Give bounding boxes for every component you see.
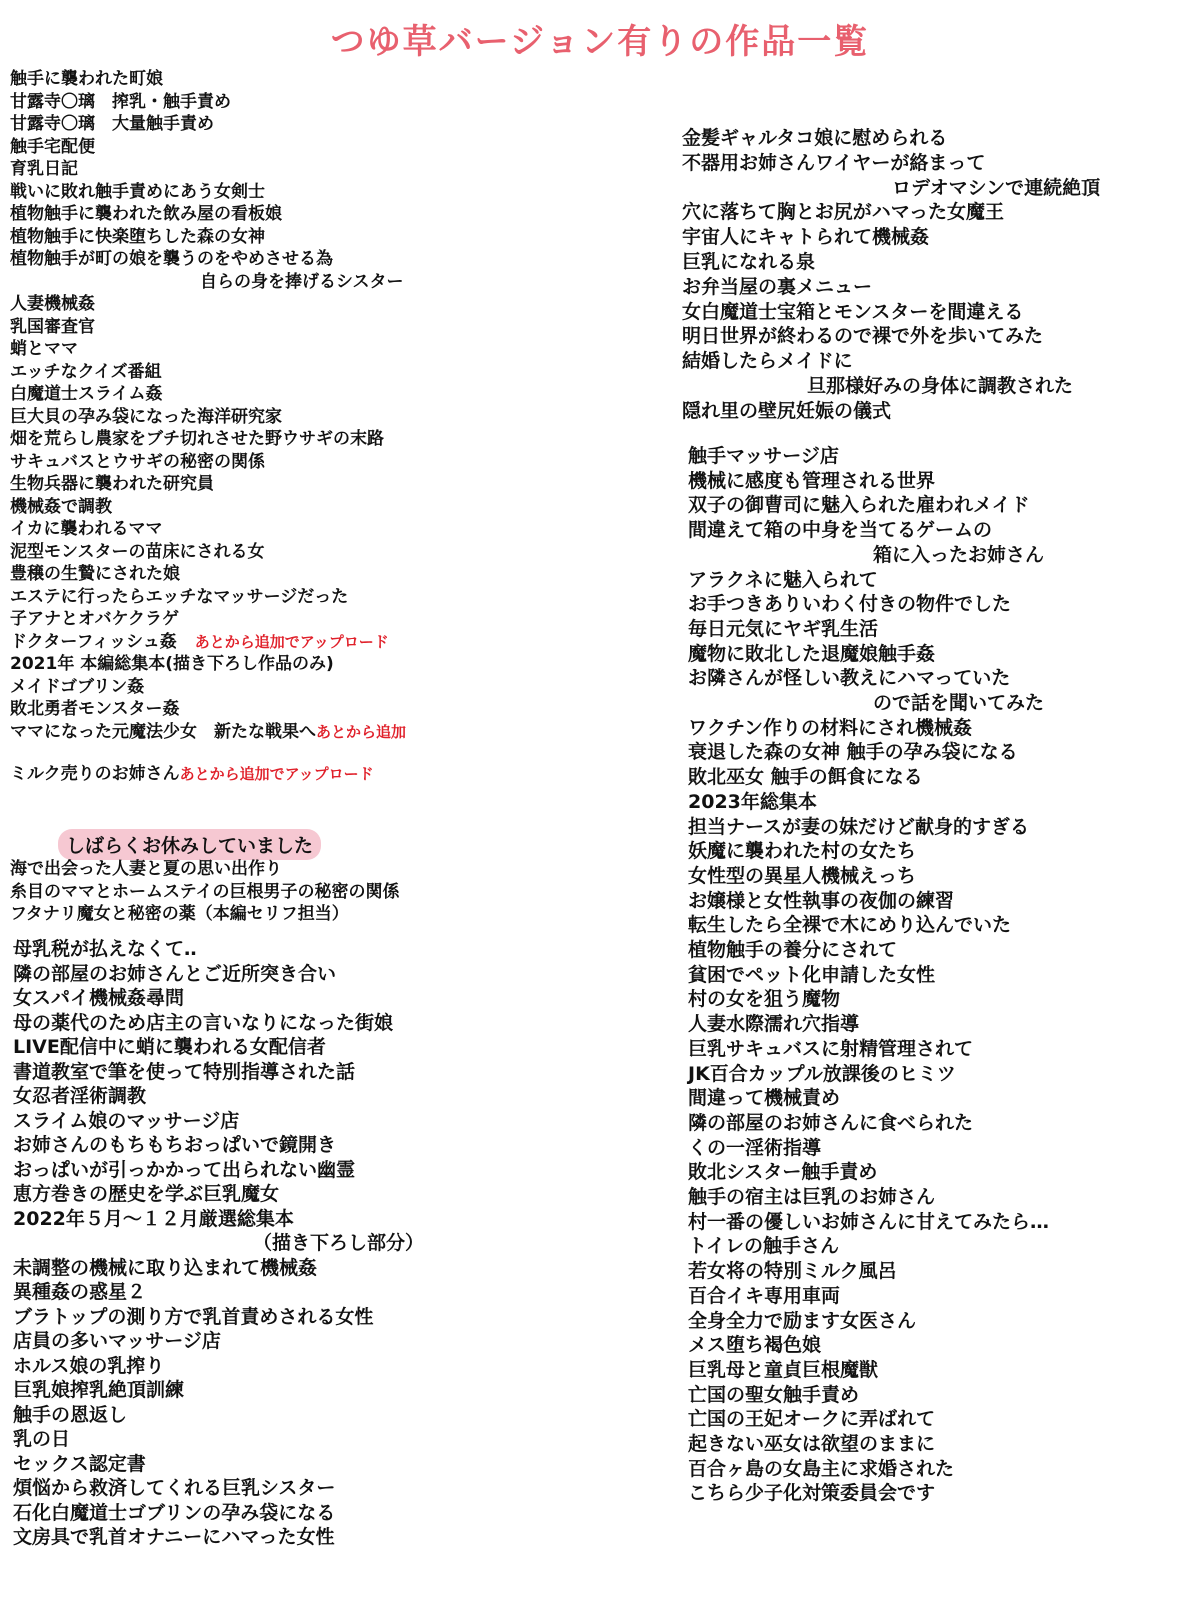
list-item	[13, 1081, 146, 1108]
list-item	[10, 694, 180, 719]
item-title: 百合ヶ島の女島主に求婚された	[688, 1457, 955, 1480]
list-item	[688, 1231, 839, 1258]
list-item	[688, 639, 935, 666]
item-title: 明日世界が終わるので裸で外を歩いてみた	[682, 325, 1044, 348]
item-title: 衰退した森の女神 触手の孕み袋になる	[688, 741, 1018, 764]
item-title: 結婚したらメイドに	[682, 350, 853, 373]
list-item	[10, 289, 95, 314]
item-title: 不器用お姉さんワイヤーが絡まって	[682, 151, 986, 174]
item-title: 煩悩から救済してくれる巨乳シスター	[13, 1477, 336, 1499]
list-item	[688, 787, 817, 814]
item-title: 蛸とママ	[10, 339, 78, 359]
item-title: 人妻水際濡れ穴指導	[688, 1013, 860, 1036]
list-item	[10, 559, 180, 584]
item-title: 2022年５月～１２月厳選総集本	[13, 1207, 294, 1230]
list-item	[892, 173, 1100, 200]
list-item	[13, 1277, 146, 1304]
item-title: 女白魔道士宝箱とモンスターを間違える	[682, 300, 1024, 323]
list-item	[10, 649, 334, 674]
list-item	[13, 959, 336, 986]
list-item	[682, 123, 947, 150]
list-item	[688, 1133, 821, 1160]
list-item	[688, 515, 992, 542]
item-title: 石化白魔道士ゴブリンの孕み袋になる	[13, 1501, 336, 1524]
item-title: アラクネに魅入られて	[688, 568, 878, 591]
item-title: 自らの身を捧げるシスター	[200, 271, 404, 292]
list-item	[682, 396, 891, 423]
list-item	[873, 688, 1044, 715]
list-item	[13, 1179, 279, 1206]
list-item	[10, 877, 399, 902]
item-title: 若女将の特別ミルク風呂	[688, 1260, 897, 1283]
item-title: 双子の御曹司に魅入られた雇われメイド	[688, 494, 1030, 517]
item-title: メス堕ち褐色娘	[688, 1334, 822, 1357]
item-title: イカに襲われるママ	[10, 519, 163, 539]
list-item	[10, 759, 374, 784]
list-item	[10, 244, 333, 269]
list-item	[688, 1034, 973, 1061]
list-item	[10, 854, 282, 879]
item-title: 巨大貝の孕み袋になった海洋研究家	[10, 406, 282, 427]
list-item	[807, 371, 1073, 398]
list-item	[688, 960, 935, 987]
item-title: 妖魔に襲われた村の女たち	[688, 840, 917, 863]
list-item	[688, 614, 878, 641]
item-title: 戦いに敗れ触手責めにあう女剣士	[10, 181, 265, 202]
list-item	[10, 109, 214, 134]
list-item	[688, 1478, 935, 1505]
list-item	[688, 713, 972, 740]
list-item	[13, 1008, 393, 1035]
item-title: 乳の日	[13, 1428, 71, 1450]
added-later-note: あとから追加でアップロード	[194, 632, 389, 651]
item-title: 敗北シスター触手責め	[688, 1161, 878, 1184]
item-title: ので話を聞いてみた	[873, 692, 1045, 714]
item-title: 村の女を狙う魔物	[688, 988, 841, 1011]
list-item	[688, 589, 1011, 616]
list-item	[688, 1404, 935, 1431]
list-item	[688, 1182, 935, 1209]
break-label: しばらくお休みしていました	[58, 829, 321, 860]
list-item	[13, 1424, 70, 1451]
item-title: 穴に落ちて胸とお尻がハマった女魔王	[682, 201, 1005, 224]
list-item	[10, 379, 163, 404]
item-title: トイレの触手さん	[688, 1235, 840, 1258]
list-item	[13, 983, 184, 1010]
list-item	[10, 899, 349, 924]
list-item	[688, 1454, 954, 1481]
item-title: 母の薬代のため店主の言いなりになった街娘	[13, 1011, 394, 1034]
list-item	[688, 1207, 1049, 1234]
item-title: エステに行ったらエッチなマッサージだった	[10, 586, 349, 607]
item-title: セックス認定書	[13, 1452, 146, 1475]
list-item	[682, 247, 815, 274]
item-title: 女スパイ機械姦尋問	[13, 987, 185, 1009]
item-title: 隠れ里の壁尻妊娠の儀式	[682, 399, 892, 422]
item-title: ブラトップの測り方で乳首責めされる女性	[13, 1305, 374, 1328]
item-title: 巨乳サキュバスに射精管理されて	[688, 1037, 974, 1060]
list-item	[688, 812, 1029, 839]
list-item	[688, 1009, 859, 1036]
list-item	[10, 402, 282, 427]
item-title: お嬢様と女性執事の夜伽の練習	[688, 889, 955, 912]
added-later-note: あとから追加	[316, 722, 407, 741]
item-title: ワクチン作りの材料にされ機械姦	[688, 716, 973, 739]
item-title: 女性型の異星人機械えっち	[688, 864, 917, 887]
list-item	[13, 1204, 294, 1231]
item-title: LIVE配信中に蛸に襲われる女配信者	[13, 1036, 326, 1058]
list-item	[10, 199, 282, 224]
list-item	[10, 357, 162, 382]
list-item	[10, 514, 163, 539]
item-title: 人妻機械姦	[10, 294, 95, 314]
list-item	[10, 447, 265, 472]
item-title: お姉さんのもちもちおっぱいで鏡開き	[13, 1134, 337, 1156]
list-item	[682, 197, 1004, 224]
item-title: 店員の多いマッサージ店	[13, 1330, 221, 1352]
list-item	[13, 1522, 334, 1549]
list-item	[13, 934, 197, 961]
item-title: 触手宅配便	[10, 136, 95, 157]
list-item	[688, 1330, 821, 1357]
list-item	[682, 297, 1023, 324]
item-title: 植物触手の養分にされて	[688, 939, 898, 961]
list-item	[688, 935, 897, 962]
list-item	[682, 222, 929, 249]
item-title: 異種姦の惑星２	[13, 1281, 147, 1303]
list-item	[688, 737, 1018, 764]
item-title: 白魔道士スライム姦	[10, 384, 163, 404]
item-title: 植物触手が町の娘を襲うのをやめさせる為	[10, 249, 333, 269]
list-item	[10, 222, 265, 247]
item-title: 巨乳になれる泉	[682, 251, 816, 273]
item-title: 書道教室で筆を使って特別指導された話	[13, 1060, 356, 1083]
item-title: お手つきありいわく付きの物件でした	[688, 593, 1012, 616]
item-title: 女忍者淫術調教	[13, 1085, 147, 1107]
item-title: 植物触手に襲われた飲み屋の看板娘	[10, 204, 282, 224]
item-title: 巨乳母と童貞巨根魔獣	[688, 1358, 879, 1381]
list-item	[682, 346, 853, 373]
item-title: 隣の部屋のお姉さんに食べられた	[688, 1111, 974, 1134]
list-item	[688, 1059, 956, 1086]
item-title: 貧困でペット化申請した女性	[688, 963, 936, 986]
list-item	[688, 565, 878, 592]
list-item	[682, 148, 985, 175]
item-title: 母乳税が払えなくて‥	[13, 938, 197, 960]
item-title: 百合イキ専用車両	[688, 1284, 841, 1307]
item-title: 乳国審査官	[10, 316, 95, 337]
item-title: 宇宙人にキャトられて機械姦	[682, 226, 930, 249]
list-item	[10, 87, 231, 112]
list-item	[688, 886, 954, 913]
list-item	[688, 1108, 973, 1135]
item-title: 甘露寺〇璃 大量触手責め	[10, 114, 214, 134]
item-title: お隣さんが怪しい教えにハマっていた	[688, 667, 1011, 690]
list-item	[688, 490, 1030, 517]
list-item	[688, 1380, 859, 1407]
item-title: 生物兵器に襲われた研究員	[10, 474, 214, 494]
list-item	[13, 1375, 184, 1402]
item-title: JK百合カップル放課後のヒミツ	[688, 1062, 956, 1085]
item-title: 敗北巫女 触手の餌食になる	[688, 766, 923, 789]
item-title: メイドゴブリン姦	[10, 676, 145, 697]
list-item	[10, 64, 163, 89]
list-item	[10, 582, 348, 607]
list-item	[688, 1157, 877, 1184]
list-item	[688, 984, 840, 1011]
item-title: 魔物に敗北した退魔娘触手姦	[688, 642, 936, 665]
list-item	[13, 1473, 335, 1500]
added-later-note: あとから追加でアップロード	[179, 765, 374, 783]
item-title: くの一淫術指導	[688, 1136, 822, 1159]
item-title: 畑を荒らし農家をブチ切れさせた野ウサギの末路	[10, 429, 384, 449]
item-title: 旦那様好みの身体に調教された	[807, 375, 1074, 397]
list-item	[13, 1449, 146, 1476]
item-title: 巨乳娘搾乳絶頂訓練	[13, 1379, 185, 1401]
list-item	[13, 1057, 355, 1084]
list-item	[688, 1256, 897, 1283]
item-title: 泥型モンスターの苗床にされる女	[10, 541, 265, 562]
list-item	[10, 537, 265, 562]
list-item	[688, 1306, 916, 1333]
list-item	[10, 492, 112, 517]
list-item	[10, 627, 389, 652]
item-title: 間違って機械責め	[688, 1087, 841, 1110]
list-item	[682, 321, 1043, 348]
list-item	[688, 762, 923, 789]
item-title: サキュバスとウサギの秘密の関係	[10, 451, 265, 472]
item-title: 亡国の王妃オークに弄ばれて	[688, 1408, 936, 1431]
list-item	[13, 1326, 221, 1353]
item-title: こちら少子化対策委員会です	[688, 1482, 936, 1505]
item-title: 触手の恩返し	[13, 1403, 128, 1426]
item-title: 金髪ギャルタコ娘に慰められる	[682, 127, 948, 149]
list-item	[688, 1281, 840, 1308]
list-item	[682, 272, 872, 299]
item-title: 村一番の優しいお姉さんに甘えてみたら…	[688, 1210, 1050, 1233]
page-title: つゆ草バージョン有りの作品一覧	[330, 22, 870, 62]
item-title: ママになった元魔法少女 新たな戦果へ	[10, 721, 316, 742]
list-item	[13, 1498, 335, 1525]
item-title: 甘露寺〇璃 搾乳・触手責め	[10, 91, 231, 112]
list-item	[688, 663, 1010, 690]
item-title: 機械姦で調教	[10, 496, 112, 517]
item-title: お弁当屋の裏メニュー	[682, 275, 873, 298]
list-item	[10, 469, 214, 494]
item-title: 箱に入ったお姉さん	[873, 543, 1045, 566]
list-item	[688, 1355, 878, 1382]
item-title: ミルク売りのお姉さん	[10, 764, 180, 784]
list-item	[13, 1130, 336, 1157]
list-item	[13, 1351, 164, 1378]
list-item	[10, 424, 384, 449]
list-item	[253, 1228, 424, 1255]
list-item	[13, 1155, 355, 1182]
list-item	[10, 604, 179, 629]
list-item	[688, 910, 1011, 937]
item-title: 担当ナースが妻の妹だけど献身的すぎる	[688, 815, 1030, 838]
list-item	[873, 540, 1044, 567]
list-item	[688, 441, 839, 468]
item-title: 恵方巻きの歴史を学ぶ巨乳魔女	[13, 1183, 280, 1205]
item-title: スライム娘のマッサージ店	[13, 1109, 240, 1132]
list-item	[10, 334, 78, 359]
item-title: 全身全力で励ます女医さん	[688, 1309, 917, 1332]
item-title: 子アナとオバケクラゲ	[10, 609, 179, 629]
item-title: 亡国の聖女触手責め	[688, 1383, 860, 1406]
item-title: 敗北勇者モンスター姦	[10, 699, 180, 719]
item-title: おっぱいが引っかかって出られない幽霊	[13, 1158, 356, 1181]
list-item	[10, 132, 95, 157]
item-title: 触手の宿主は巨乳のお姉さん	[688, 1186, 936, 1208]
list-item	[10, 672, 144, 697]
list-item	[10, 177, 265, 202]
list-item	[13, 1400, 127, 1427]
item-title: ドクターフィッシュ姦	[10, 631, 177, 652]
item-title: 未調整の機械に取り込まれて機械姦	[13, 1256, 318, 1279]
item-title: 植物触手に快楽堕ちした森の女神	[10, 226, 265, 247]
item-title: 触手に襲われた町娘	[10, 69, 163, 89]
item-title: 豊穣の生贄にされた娘	[10, 564, 180, 584]
item-title: ロデオマシンで連続絶頂	[892, 176, 1101, 199]
list-item	[10, 717, 406, 742]
list-item	[13, 1302, 373, 1329]
item-title: 育乳日記	[10, 159, 78, 179]
list-item	[13, 1253, 317, 1280]
item-title: 隣の部屋のお姉さんとご近所突き合い	[13, 962, 337, 985]
list-item	[688, 1083, 840, 1110]
item-title: 触手マッサージ店	[688, 445, 839, 467]
list-item	[688, 1429, 935, 1456]
item-title: 2021年 本編総集本(描き下ろし作品のみ)	[10, 654, 334, 674]
item-title: 2023年総集本	[688, 790, 817, 813]
item-title: 糸目のママとホームステイの巨根男子の秘密の関係	[10, 881, 400, 902]
item-title: 起きない巫女は欲望のままに	[688, 1433, 936, 1455]
item-title: 海で出会った人妻と夏の思い出作り	[10, 859, 282, 879]
item-title: フタナリ魔女と秘密の薬（本編セリフ担当）	[10, 904, 349, 924]
item-title: 毎日元気にヤギ乳生活	[688, 617, 879, 640]
list-item	[10, 312, 95, 337]
item-title: 間違えて箱の中身を当てるゲームの	[688, 519, 993, 542]
list-item	[688, 861, 916, 888]
item-title: 文房具で乳首オナニーにハマった女性	[13, 1526, 335, 1548]
list-item	[13, 1106, 239, 1133]
list-item	[10, 154, 78, 179]
item-title: （描き下ろし部分）	[253, 1232, 425, 1254]
list-item	[200, 267, 404, 292]
item-title: 機械に感度も管理される世界	[688, 469, 936, 492]
list-item	[688, 466, 935, 493]
item-title: ホルス娘の乳搾り	[13, 1354, 165, 1377]
item-title: エッチなクイズ番組	[10, 361, 162, 382]
list-item	[13, 1032, 326, 1059]
item-title: 転生したら全裸で木にめり込んでいた	[688, 914, 1012, 937]
list-item	[688, 836, 916, 863]
